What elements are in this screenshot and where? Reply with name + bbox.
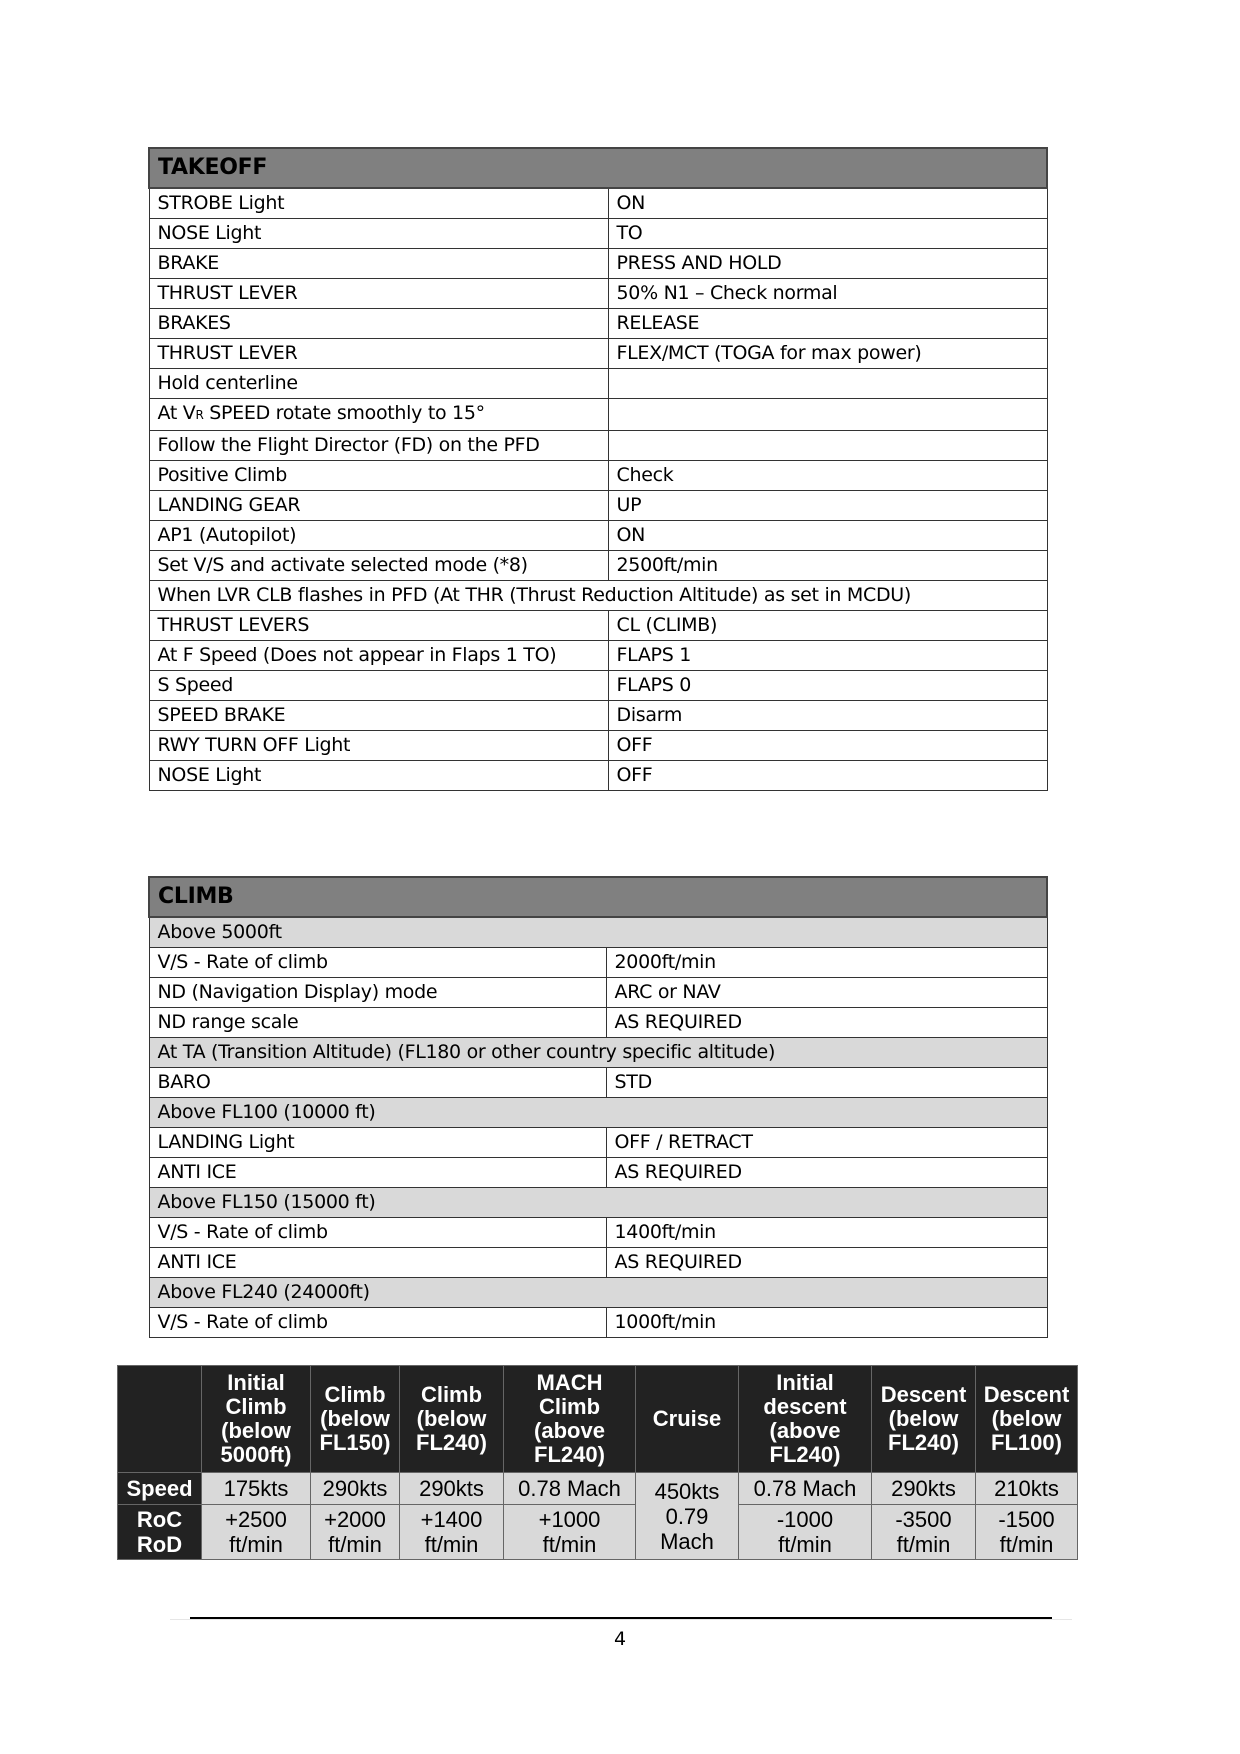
- checklist-action: [608, 399, 1047, 431]
- checklist-action: ON: [608, 521, 1047, 551]
- checklist-item: LANDING Light: [149, 1128, 606, 1158]
- checklist-item: BARO: [149, 1068, 606, 1098]
- checklist-action: 1400ft/min: [606, 1218, 1047, 1248]
- checklist-row: [149, 521, 1047, 551]
- section-label: At TA (Transition Altitude) (FL180 or other country specific altitude): [149, 1038, 1047, 1068]
- checklist-action: Check: [608, 461, 1047, 491]
- checklist-item: Positive Climb: [149, 461, 608, 491]
- checklist-action: PRESS AND HOLD: [608, 249, 1047, 279]
- checklist-item: NOSE Light: [149, 219, 608, 249]
- checklist-item: V/S - Rate of climb: [149, 1218, 606, 1248]
- checklist-item: V/S - Rate of climb: [149, 1308, 606, 1338]
- climb-checklist-table: [148, 876, 1048, 1338]
- phase-column-header: Climb (below FL240): [400, 1366, 504, 1473]
- section-label: Above FL100 (10000 ft): [149, 1098, 1047, 1128]
- takeoff-checklist-table: [148, 147, 1048, 791]
- speed-table-header-row: [118, 1366, 1078, 1473]
- checklist-row: [149, 761, 1047, 791]
- speed-value: 210kts: [976, 1473, 1078, 1505]
- rate-value: -1500 ft/min: [976, 1505, 1078, 1560]
- checklist-item: At F Speed (Does not appear in Flaps 1 TO): [149, 641, 608, 671]
- checklist-action: Disarm: [608, 701, 1047, 731]
- takeoff-header-row: [149, 148, 1047, 188]
- phase-column-header: MACH Climb (above FL240): [504, 1366, 636, 1473]
- checklist-note-row: [149, 581, 1047, 611]
- cruise-values-cell: [636, 1473, 739, 1560]
- climb-header-row: [149, 877, 1047, 917]
- checklist-action: ON: [608, 188, 1047, 219]
- checklist-row: [149, 1248, 1047, 1278]
- phase-column-header: Descent (below FL100): [976, 1366, 1078, 1473]
- checklist-action: [608, 369, 1047, 399]
- checklist-item: ANTI ICE: [149, 1248, 606, 1278]
- checklist-row: [149, 219, 1047, 249]
- checklist-item: THRUST LEVER: [149, 339, 608, 369]
- checklist-action: [608, 431, 1047, 461]
- speed-value: 0.78 Mach: [739, 1473, 872, 1505]
- checklist-action: OFF: [608, 731, 1047, 761]
- speed-value: 450kts: [654, 1479, 720, 1504]
- checklist-action: CL (CLIMB): [608, 611, 1047, 641]
- phase-column-header: Initial descent (above FL240): [739, 1366, 872, 1473]
- checklist-row: [149, 671, 1047, 701]
- rate-row-label: [118, 1505, 202, 1560]
- checklist-item: BRAKES: [149, 309, 608, 339]
- checklist-row: [149, 399, 1047, 431]
- checklist-item: STROBE Light: [149, 188, 608, 219]
- checklist-section-row: [149, 917, 1047, 948]
- item-subscript: R: [195, 408, 204, 422]
- item-text-prefix: At V: [157, 402, 196, 424]
- item-text-suffix: SPEED rotate smoothly to 15°: [203, 402, 485, 424]
- phase-column-header: Climb (below FL150): [311, 1366, 400, 1473]
- rate-value: -3500 ft/min: [872, 1505, 976, 1560]
- checklist-row: [149, 701, 1047, 731]
- checklist-section-row: [149, 1188, 1047, 1218]
- checklist-row: [149, 188, 1047, 219]
- checklist-item: Follow the Flight Director (FD) on the PFD: [149, 431, 608, 461]
- rate-value: +2000 ft/min: [311, 1505, 400, 1560]
- checklist-row: [149, 491, 1047, 521]
- checklist-row: [149, 249, 1047, 279]
- checklist-row: [149, 1128, 1047, 1158]
- section-label: Above FL240 (24000ft): [149, 1278, 1047, 1308]
- checklist-action: FLAPS 1: [608, 641, 1047, 671]
- checklist-row: [149, 1308, 1047, 1338]
- speed-value: 175kts: [202, 1473, 311, 1505]
- checklist-action: 1000ft/min: [606, 1308, 1047, 1338]
- checklist-action: AS REQUIRED: [606, 1008, 1047, 1038]
- checklist-row: [149, 461, 1047, 491]
- takeoff-title: TAKEOFF: [149, 148, 1047, 188]
- checklist-section-row: [149, 1098, 1047, 1128]
- rate-value: -1000 ft/min: [739, 1505, 872, 1560]
- speed-row: [118, 1473, 1078, 1505]
- speed-value: 290kts: [311, 1473, 400, 1505]
- speed-table-corner: [118, 1366, 202, 1473]
- checklist-row: [149, 309, 1047, 339]
- rate-row: [118, 1505, 1078, 1560]
- checklist-row: [149, 611, 1047, 641]
- checklist-item: Hold centerline: [149, 369, 608, 399]
- checklist-row: [149, 978, 1047, 1008]
- checklist-item: ND (Navigation Display) mode: [149, 978, 606, 1008]
- checklist-row: [149, 948, 1047, 978]
- checklist-row: [149, 731, 1047, 761]
- phase-column-header: Descent (below FL240): [872, 1366, 976, 1473]
- checklist-item: LANDING GEAR: [149, 491, 608, 521]
- checklist-row: [149, 1008, 1047, 1038]
- checklist-row: [149, 339, 1047, 369]
- checklist-action: STD: [606, 1068, 1047, 1098]
- speed-profile-table: [117, 1365, 1078, 1560]
- checklist-item: AP1 (Autopilot): [149, 521, 608, 551]
- page-number: 4: [613, 1628, 627, 1650]
- speed-value: 0.78 Mach: [504, 1473, 636, 1505]
- rate-value: +2500 ft/min: [202, 1505, 311, 1560]
- checklist-action: TO: [608, 219, 1047, 249]
- rate-value: +1400 ft/min: [400, 1505, 504, 1560]
- checklist-row: [149, 1068, 1047, 1098]
- checklist-item: Set V/S and activate selected mode (*8): [149, 551, 608, 581]
- speed-value: 290kts: [400, 1473, 504, 1505]
- checklist-section-row: [149, 1038, 1047, 1068]
- checklist-action: FLEX/MCT (TOGA for max power): [608, 339, 1047, 369]
- checklist-row: [149, 279, 1047, 309]
- speed-row-label: Speed: [118, 1473, 202, 1505]
- checklist-row: [149, 1218, 1047, 1248]
- checklist-item: V/S - Rate of climb: [149, 948, 606, 978]
- checklist-row: [149, 641, 1047, 671]
- checklist-action: AS REQUIRED: [606, 1158, 1047, 1188]
- phase-column-header: Initial Climb (below 5000ft): [202, 1366, 311, 1473]
- checklist-item: THRUST LEVER: [149, 279, 608, 309]
- checklist-row: [149, 1158, 1047, 1188]
- checklist-item: RWY TURN OFF Light: [149, 731, 608, 761]
- checklist-item: NOSE Light: [149, 761, 608, 791]
- checklist-action: 2500ft/min: [608, 551, 1047, 581]
- checklist-row: [149, 551, 1047, 581]
- checklist-row: [149, 431, 1047, 461]
- checklist-item: [149, 399, 608, 431]
- section-label: Above 5000ft: [149, 917, 1047, 948]
- section-label: Above FL150 (15000 ft): [149, 1188, 1047, 1218]
- checklist-action: FLAPS 0: [608, 671, 1047, 701]
- rod-label: RoD: [136, 1532, 183, 1557]
- checklist-section-row: [149, 1278, 1047, 1308]
- checklist-action: 50% N1 – Check normal: [608, 279, 1047, 309]
- rate-value: 0.79 Mach: [660, 1504, 714, 1554]
- checklist-action: AS REQUIRED: [606, 1248, 1047, 1278]
- rate-value: +1000 ft/min: [504, 1505, 636, 1560]
- phase-column-header: Cruise: [636, 1366, 739, 1473]
- checklist-item: SPEED BRAKE: [149, 701, 608, 731]
- checklist-item: ANTI ICE: [149, 1158, 606, 1188]
- checklist-action: OFF / RETRACT: [606, 1128, 1047, 1158]
- checklist-action: RELEASE: [608, 309, 1047, 339]
- speed-value: 290kts: [872, 1473, 976, 1505]
- footer-divider: [190, 1617, 1052, 1619]
- checklist-action: UP: [608, 491, 1047, 521]
- note-text: When LVR CLB flashes in PFD (At THR (Thrust Reduction Altitude) as set in MCDU): [149, 581, 1047, 611]
- checklist-item: S Speed: [149, 671, 608, 701]
- roc-label: RoC: [136, 1507, 183, 1532]
- checklist-item: THRUST LEVERS: [149, 611, 608, 641]
- footer-divider-shadow: [170, 1619, 1072, 1620]
- checklist-action: ARC or NAV: [606, 978, 1047, 1008]
- checklist-action: OFF: [608, 761, 1047, 791]
- climb-title: CLIMB: [149, 877, 1047, 917]
- checklist-item: BRAKE: [149, 249, 608, 279]
- checklist-row: [149, 369, 1047, 399]
- checklist-action: 2000ft/min: [606, 948, 1047, 978]
- checklist-item: ND range scale: [149, 1008, 606, 1038]
